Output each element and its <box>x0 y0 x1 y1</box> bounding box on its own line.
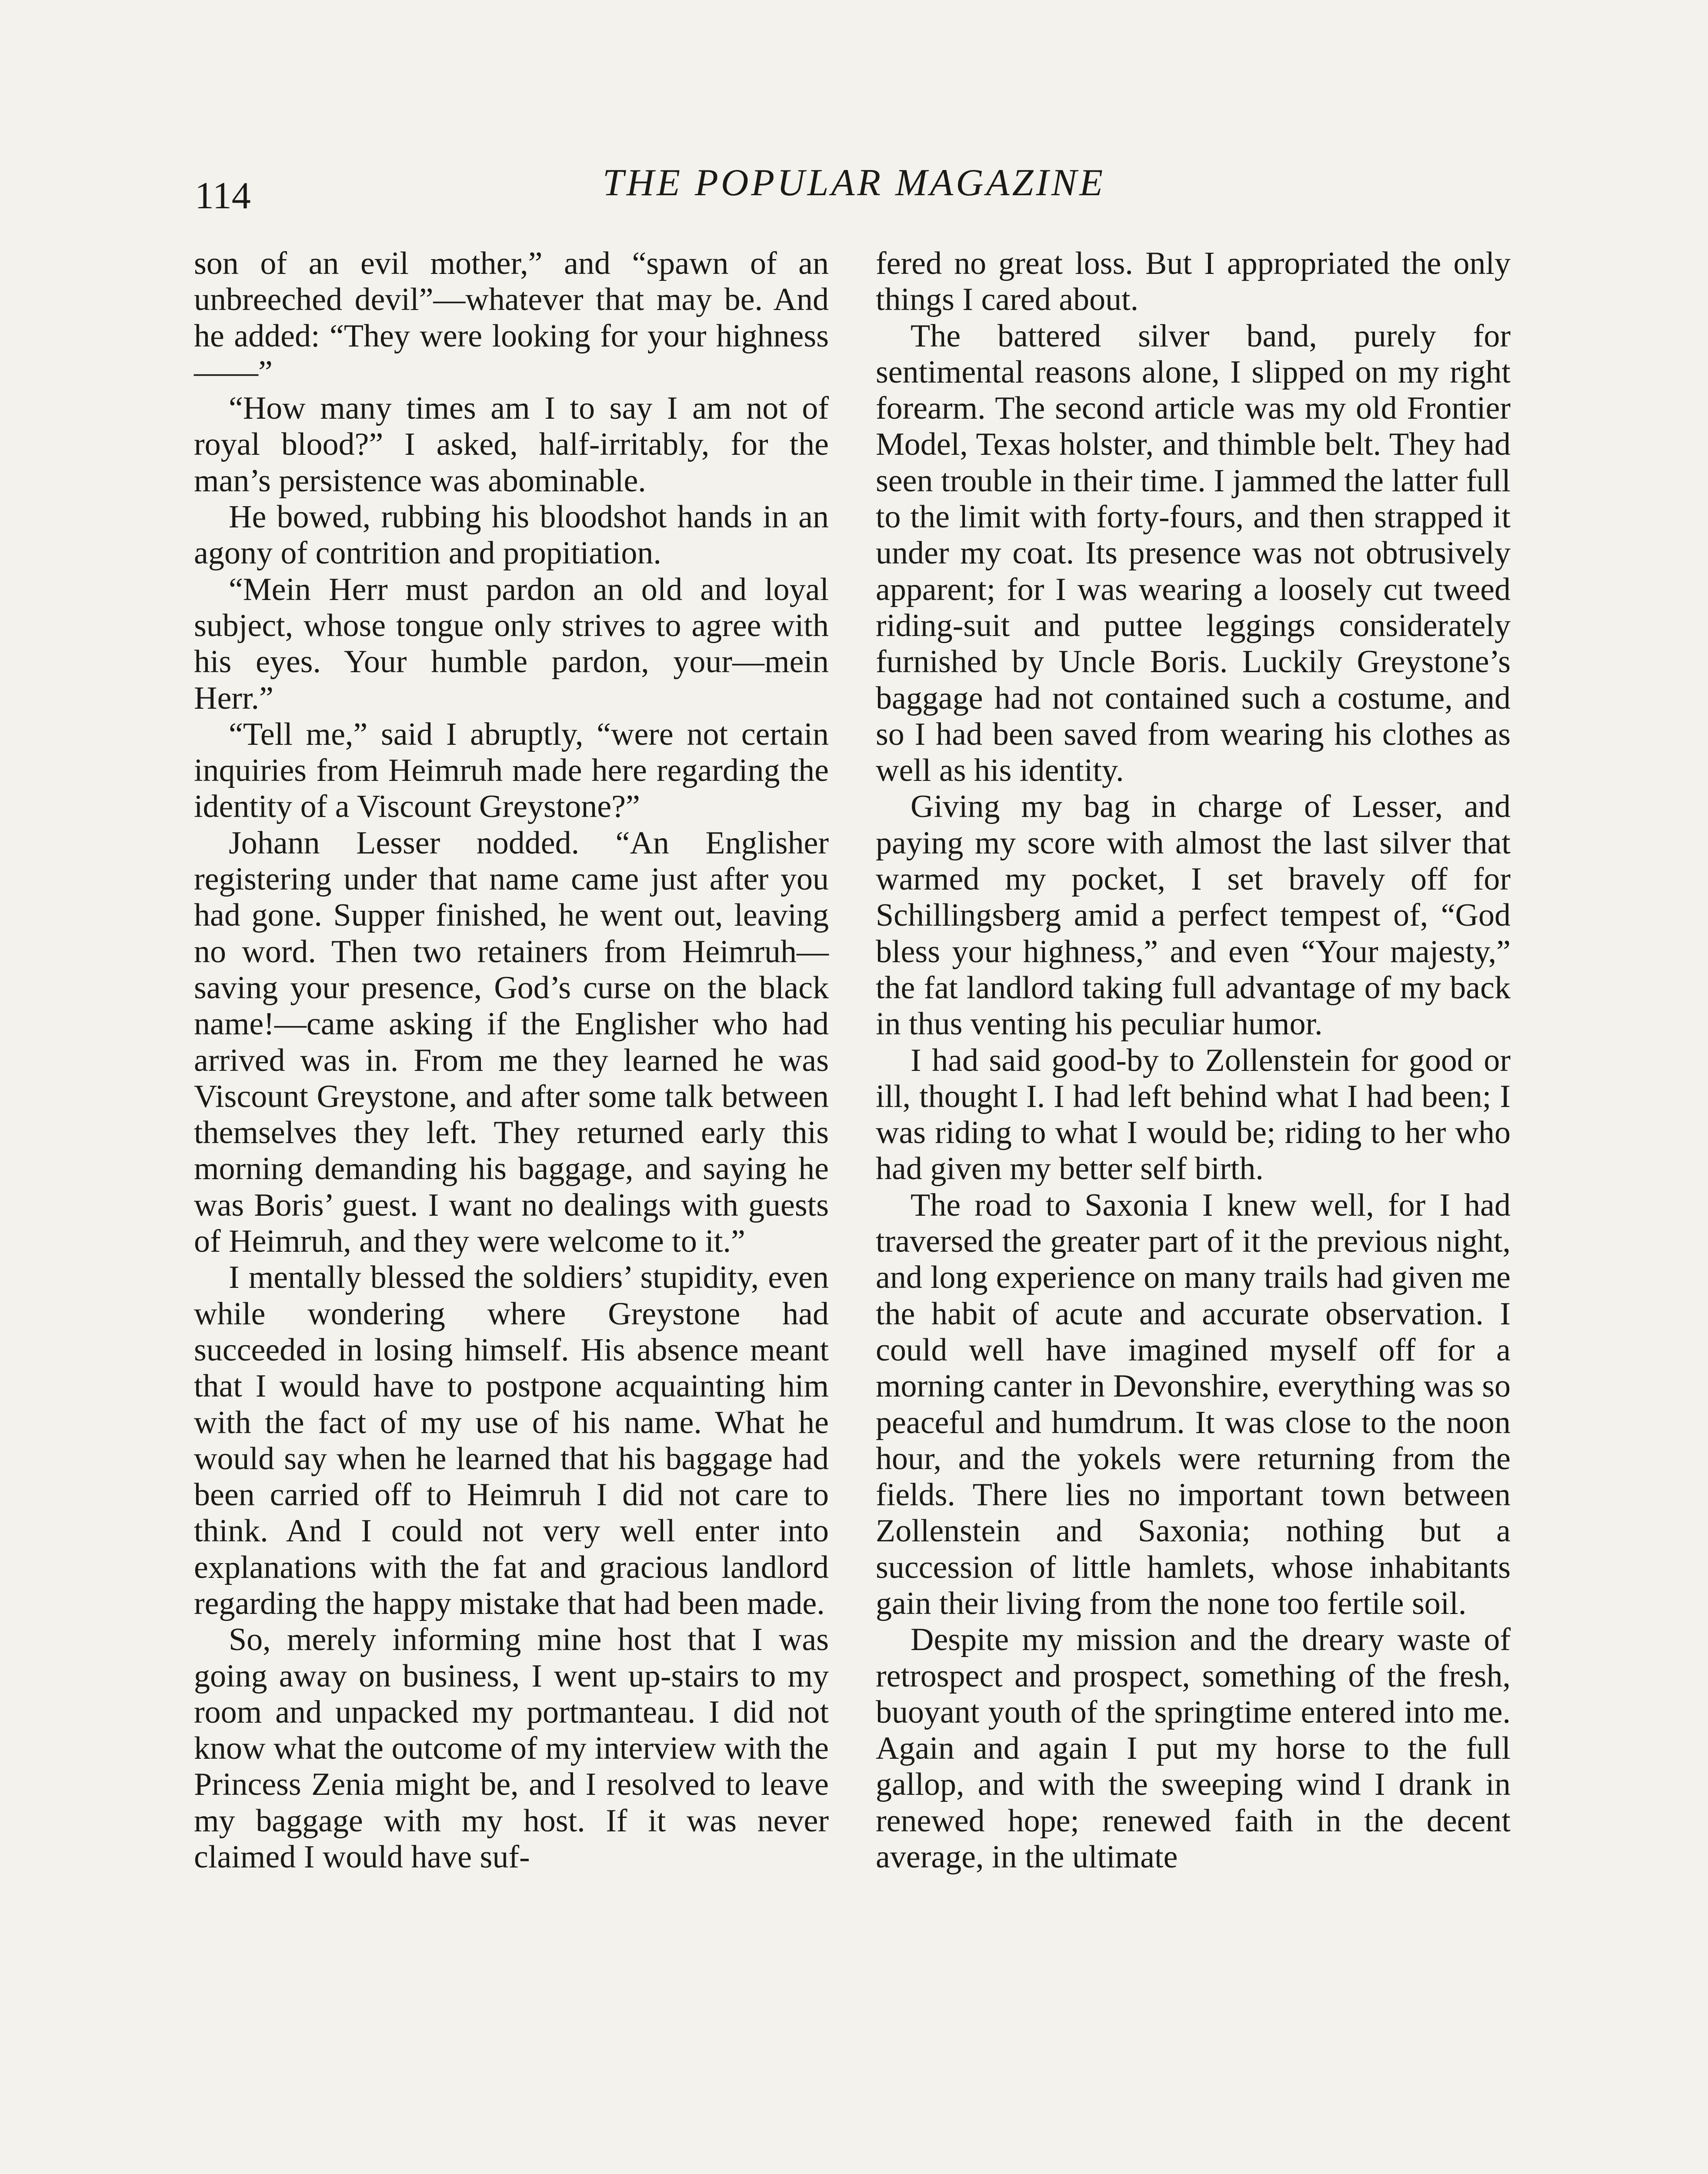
paragraph: Giving my bag in charge of Lesser, and paying my score with almost the last silver that warmed my pocket, I set bravely off for Schillingsberg amid a perfect tempest of, “God bless your highness,” and even “Your majesty,” the fat landlord taking full advantage of my back in thus venting his peculiar humor. <box>876 789 1511 1042</box>
paragraph: The battered silver band, purely for sentimental reasons alone, I slipped on my right forearm. The second article was my old Frontier Model, Texas holster, and thimble belt. They had seen trouble in their time. I jammed the latter full to the limit with forty-fours, and then strapped it under my coat. Its presence was not obtrusively apparent; for I was wearing a loosely cut tweed riding-suit and puttee leggings considerately furnished by Uncle Boris. Luckily Greystone’s baggage had not contained such a costume, and so I had been saved from wearing his clothes as well as his identity. <box>876 318 1511 789</box>
paragraph: son of an evil mother,” and “spawn of an unbreeched devil”—whatever that may be. And he added: “They were looking for your highness——” <box>194 246 829 390</box>
page-number: 114 <box>195 175 251 217</box>
running-title: THE POPULAR MAGAZINE <box>602 162 1106 204</box>
paragraph: He bowed, rubbing his bloodshot hands in an agony of contrition and propitiation. <box>194 499 829 571</box>
paragraph: I had said good-by to Zollenstein for good or ill, thought I. I had left behind what I had been; I was riding to what I would be; riding to her who had given my better self birth. <box>876 1042 1511 1187</box>
left-column <box>194 246 829 1875</box>
paragraph: I mentally blessed the soldiers’ stupidity, even while wondering where Greystone had succeeded in losing himself. His absence meant that I would have to postpone acquainting him with the fact of my use of his name. What he would say when he learned that his baggage had been carried off to Heimruh I did not care to think. And I could not very well enter into explanations with the fat and gracious landlord regarding the happy mistake that had been made. <box>194 1260 829 1621</box>
paragraph: So, merely informing mine host that I was going away on business, I went up-stairs to my room and unpacked my portmanteau. I did not know what the outcome of my interview with the Princess Zenia might be, and I resolved to leave my baggage with my host. If it was never claimed I would have suf- <box>194 1622 829 1875</box>
paragraph: The road to Saxonia I knew well, for I had traversed the greater part of it the previous night, and long experience on many trails had given me the habit of acute and accurate observation. I could well have imagined myself off for a morning canter in Devonshire, everything was so peaceful and humdrum. It was close to the noon hour, and the yokels were returning from the fields. There lies no important town between Zollenstein and Saxonia; nothing but a succession of little hamlets, whose inhabitants gain their living from the none too fertile soil. <box>876 1187 1511 1621</box>
paragraph: fered no great loss. But I appropriated the only things I cared about. <box>876 246 1511 318</box>
paragraph: Despite my mission and the dreary waste of retrospect and prospect, something of the fresh, buoyant youth of the springtime entered into me. Again and again I put my horse to the full gallop, and with the sweeping wind I drank in renewed hope; renewed faith in the decent average, in the ultimate <box>876 1622 1511 1875</box>
paragraph: “How many times am I to say I am not of royal blood?” I asked, half-irritably, for the man’s persistence was abominable. <box>194 390 829 499</box>
paragraph: Johann Lesser nodded. “An Englisher registering under that name came just after you had gone. Supper finished, he went out, leaving no word. Then two retainers from Heimruh—saving your presence, God’s curse on the black name!—came asking if the Englisher who had arrived was in. From me they learned he was Viscount Greystone, and after some talk between themselves they left. They returned early this morning demanding his baggage, and saying he was Boris’ guest. I want no dealings with guests of Heimruh, and they were welcome to it.” <box>194 825 829 1260</box>
paragraph: “Tell me,” said I abruptly, “were not certain inquiries from Heimruh made here regarding the identity of a Viscount Greystone?” <box>194 716 829 825</box>
paragraph: “Mein Herr must pardon an old and loyal subject, whose tongue only strives to agree with his eyes. Your humble pardon, your—mein Herr.” <box>194 571 829 716</box>
page-header <box>0 161 1708 222</box>
right-column <box>876 246 1511 1875</box>
